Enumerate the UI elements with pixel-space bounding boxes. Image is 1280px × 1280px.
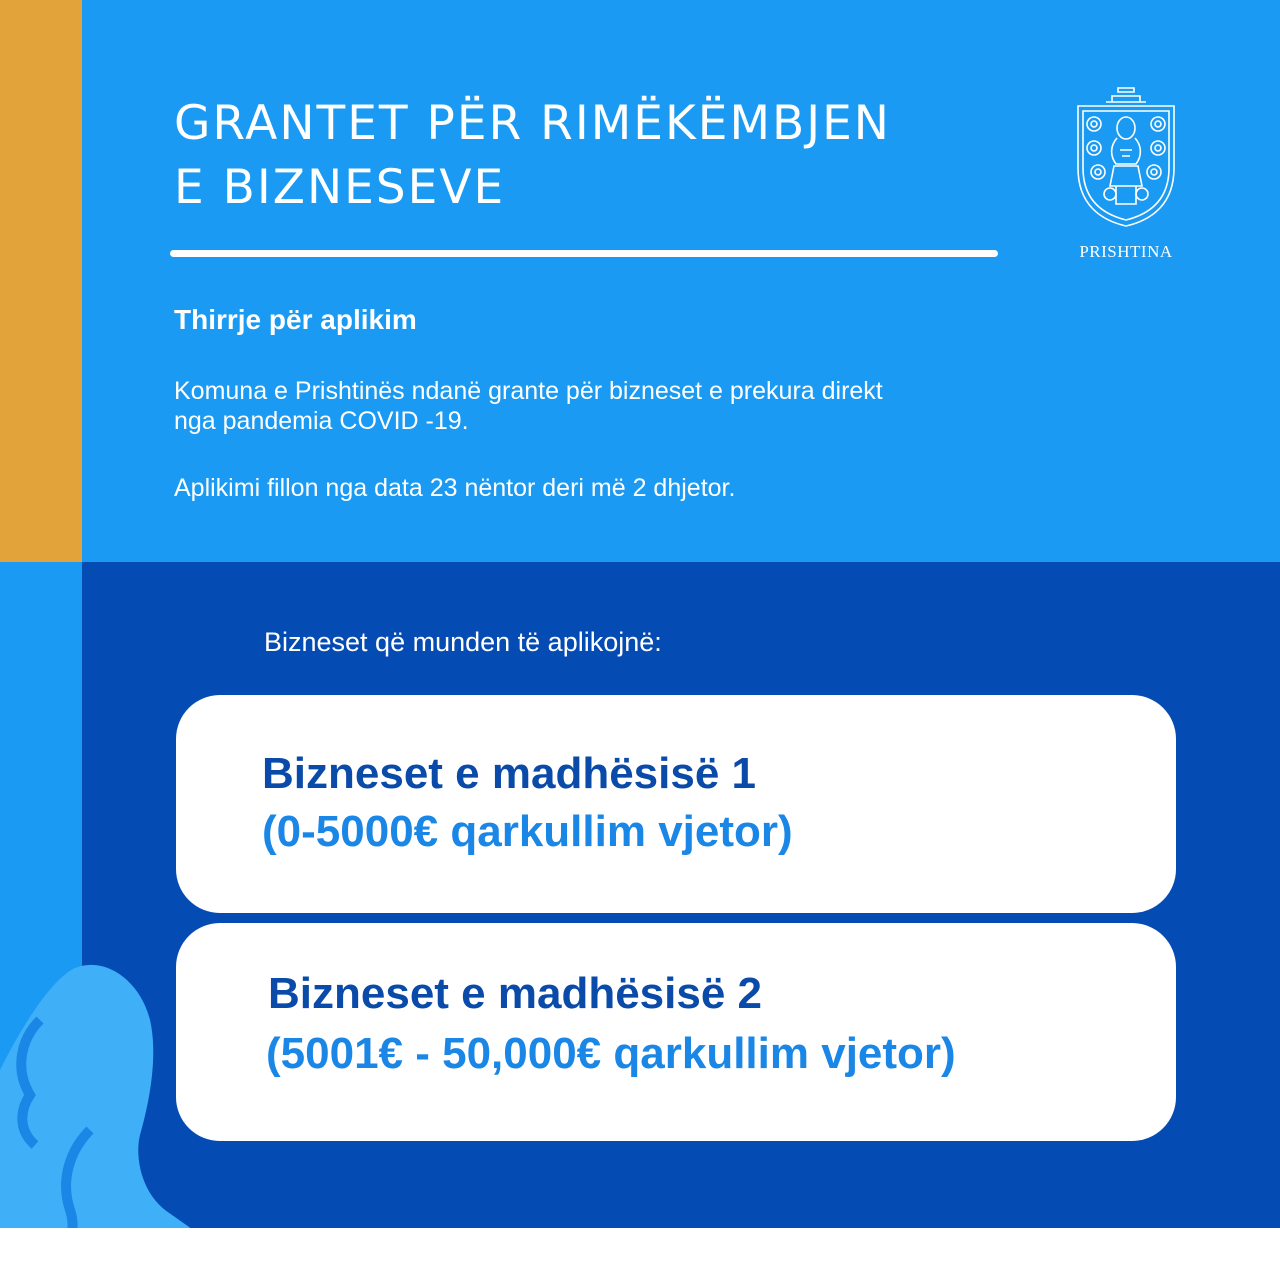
page-title [174, 92, 1014, 220]
card-range: (0-5000€ qarkullim vjetor) [262, 807, 793, 856]
logo-text: PRISHTINA [1079, 242, 1173, 261]
intro-line-2: nga pandemia COVID -19. [174, 407, 469, 435]
eligibility-heading: Bizneset që munden të aplikojnë: [264, 627, 662, 657]
intro-text [174, 376, 1034, 436]
business-size-card-2 [176, 923, 1176, 1141]
footer-band [0, 1228, 1280, 1280]
orange-stripe [0, 0, 82, 562]
card-title: Bizneset e madhësisë 1 [262, 749, 757, 798]
business-size-card-1 [176, 695, 1176, 913]
card-range: (5001€ - 50,000€ qarkullim vjetor) [266, 1029, 956, 1078]
call-for-application-heading: Thirrje për aplikim [174, 304, 417, 335]
application-dates: Aplikimi fillon nga data 23 nëntor deri më 2 dhjetor. [174, 474, 736, 502]
title-line-2: E BIZNESEVE [174, 160, 506, 215]
title-line-1: GRANTET PËR RIMËKËMBJEN [174, 96, 891, 151]
intro-line-1: Komuna e Prishtinës ndanë grante për bizneset e prekura direkt [174, 377, 883, 405]
title-divider [170, 250, 998, 257]
prishtina-coat-of-arms-icon [1072, 86, 1180, 264]
card-title: Bizneset e madhësisë 2 [268, 969, 763, 1018]
